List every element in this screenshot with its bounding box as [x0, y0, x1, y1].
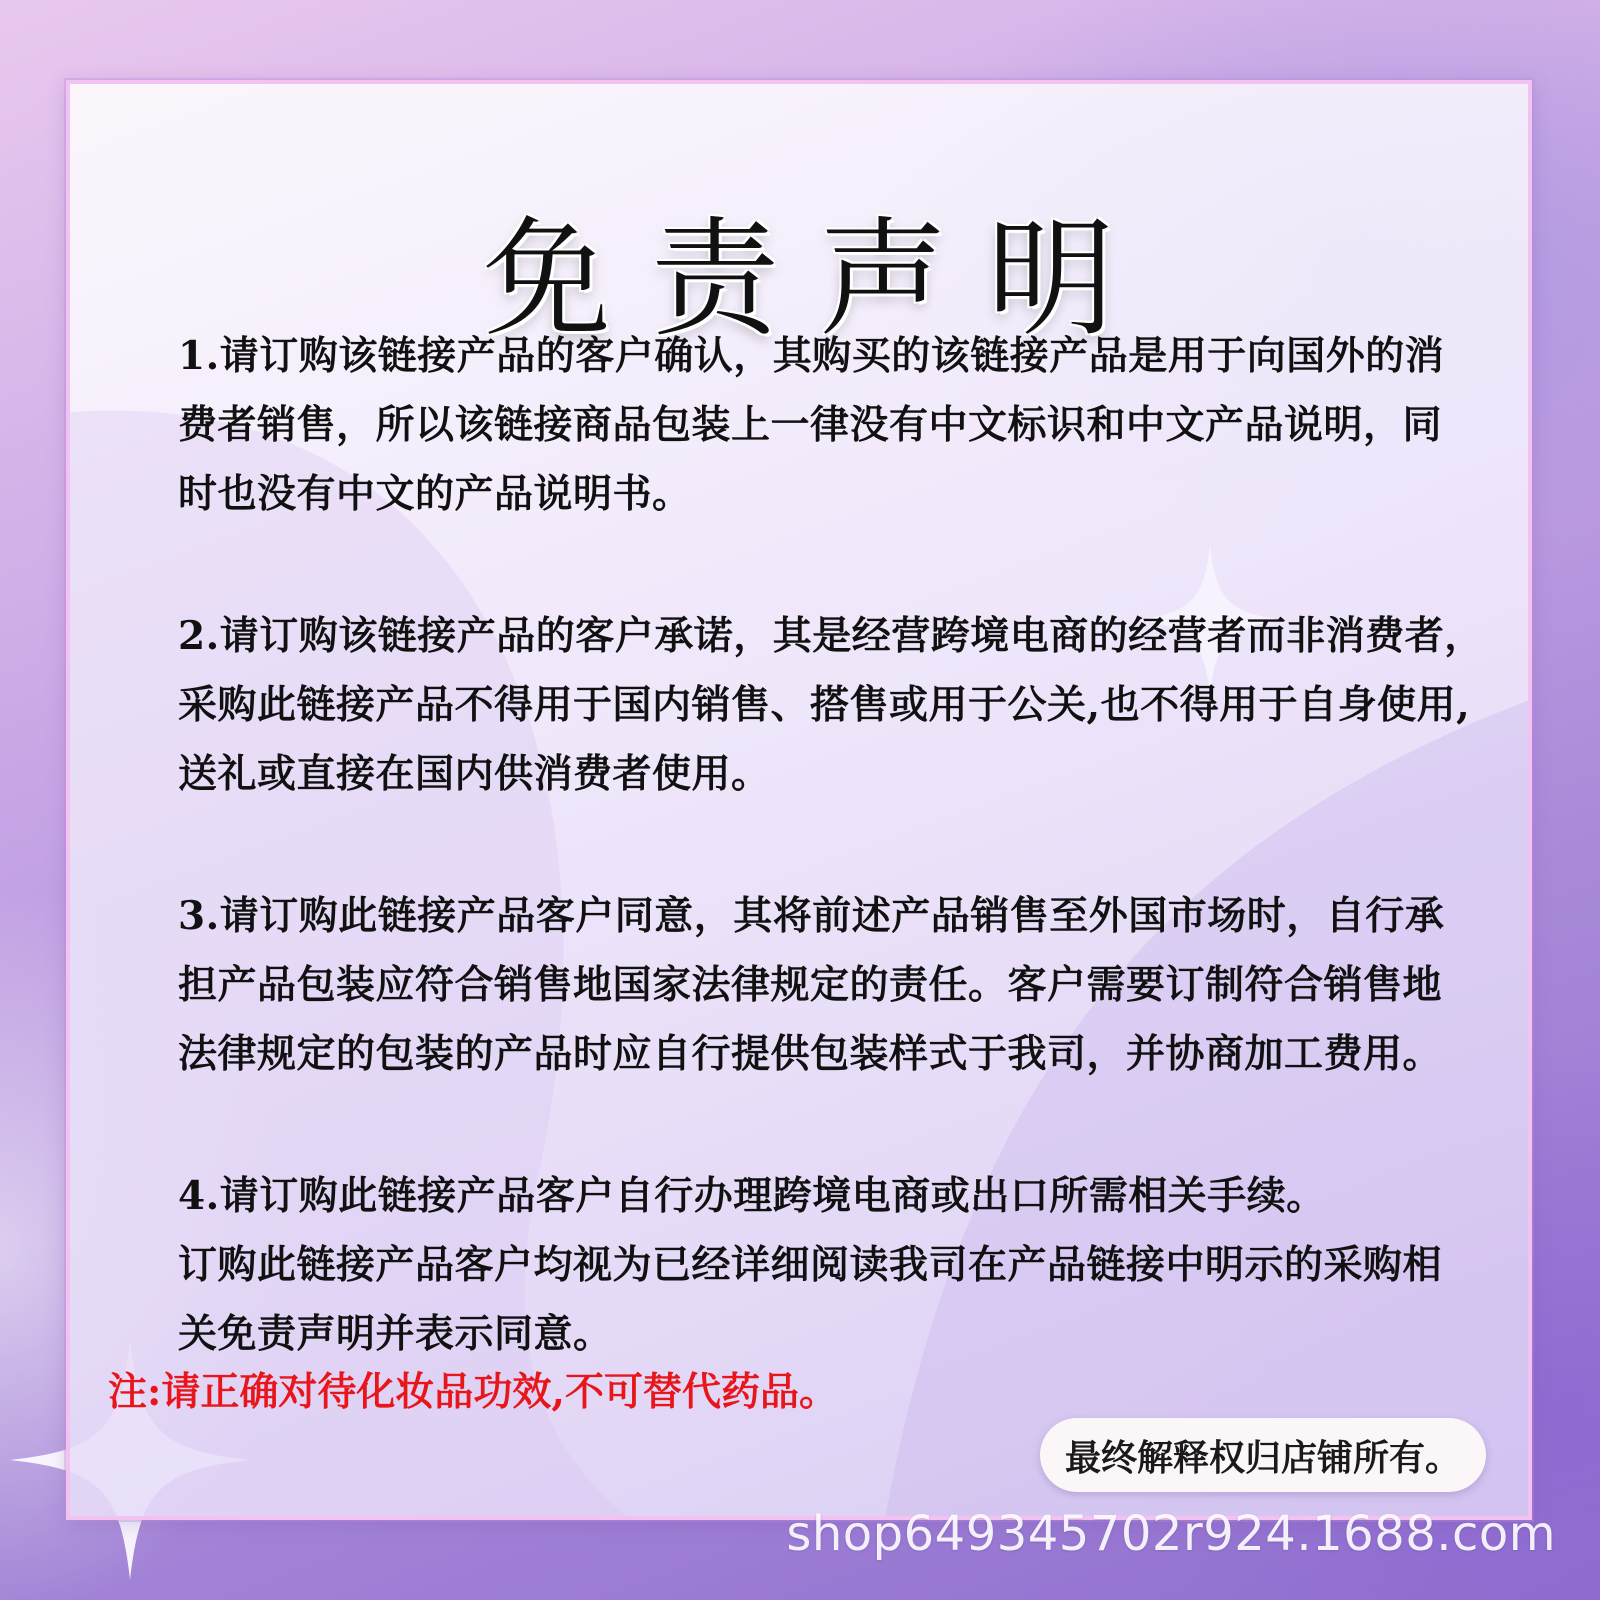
cosmetics-warning-note: 注:请正确对待化妆品功效,不可替代药品。 [108, 1369, 838, 1415]
clause-line: 1.请订购该链接产品的客户确认，其购买的该链接产品是用于向国外的消 [178, 333, 1445, 379]
clause-line: 法律规定的包装的产品时应自行提供包装样式于我司，并协商加工费用。 [178, 1031, 1443, 1077]
clause-1 [178, 322, 1568, 529]
clause-line: 关免责声明并表示同意。 [178, 1311, 613, 1357]
clause-4 [178, 1162, 1568, 1369]
rights-reserved-badge [1040, 1418, 1486, 1492]
page-title: 免责声明 [482, 205, 1155, 354]
clause-line: 时也没有中文的产品说明书。 [178, 471, 692, 517]
clause-line: 担产品包装应符合销售地国家法律规定的责任。客户需要订制符合销售地 [178, 962, 1443, 1008]
clause-line: 3.请订购此链接产品客户同意，其将前述产品销售至外国市场时，自行承 [178, 893, 1445, 939]
shop-watermark: shop649345702r924.1688.com [786, 1506, 1556, 1562]
clause-line: 采购此链接产品不得用于国内销售、搭售或用于公关,也不得用于自身使用, [178, 682, 1471, 728]
clause-line: 4.请订购此链接产品客户自行办理跨境电商或出口所需相关手续。 [178, 1173, 1326, 1219]
clause-line: 送礼或直接在国内供消费者使用。 [178, 751, 771, 797]
clause-3 [178, 882, 1568, 1089]
clause-line: 订购此链接产品客户均视为已经详细阅读我司在产品链接中明示的采购相 [178, 1242, 1443, 1288]
disclaimer-panel [66, 80, 1532, 1520]
clause-line: 费者销售，所以该链接商品包装上一律没有中文标识和中文产品说明，同 [178, 402, 1443, 448]
rights-reserved-label: 最终解释权归店铺所有。 [1064, 1436, 1461, 1479]
clause-2 [178, 602, 1568, 809]
clause-line: 2.请订购该链接产品的客户承诺，其是经营跨境电商的经营者而非消费者， [178, 613, 1484, 659]
